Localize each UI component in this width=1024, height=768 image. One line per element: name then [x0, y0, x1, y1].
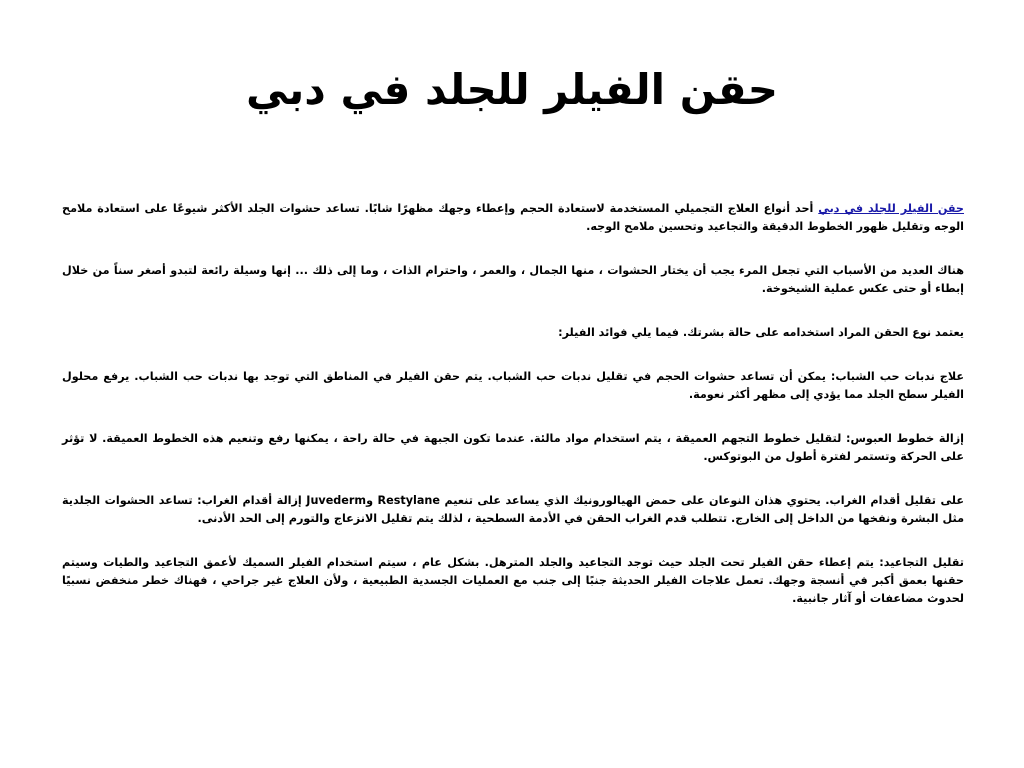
slide-body	[62, 200, 964, 634]
paragraph-acne-scars: علاج ندبات حب الشباب: يمكن أن تساعد حشوات الحجم في تقليل ندبات حب الشباب. يتم حقن الفيلر في المناطق التي توجد بها ندبات حب الشباب. يرفع محلول الفيلر سطح الجلد مما يؤدي إلى مظهر أكثر نعومة.	[62, 370, 964, 401]
page-title: حقن الفيلر للجلد في دبي	[246, 65, 778, 114]
paragraph-intro	[62, 200, 964, 236]
paragraph-intro-text: أحد أنواع العلاج التجميلي المستخدمة لاستعادة الحجم وإعطاء وجهك مظهرًا شابًا. تساعد حشوات الجلد الأكثر شيوعًا على استعادة ملامح الوجه وتقليل ظهور الخطوط الدقيقة والتجاعيد وتحسين ملامح الوجه.	[62, 202, 964, 233]
paragraph-wrinkles: تقليل التجاعيد: يتم إعطاء حقن الفيلر تحت الجلد حيث توجد التجاعيد والجلد المترهل. بشكل عام ، سيتم استخدام الفيلر السميك لأعمق التجاعيد والطيات وسيتم حقنها بعمق أكبر في أنسجة وجهك. تعمل علاجات الفيلر الحديثة جنبًا إلى جنب مع العمليات الجسدية الطبيعية ، ولأن العلاج غير جراحي ، فهناك خطر منخفض نسبيًا لحدوث مضاعفات أو آثار جانبية.	[62, 556, 964, 605]
paragraph-reasons: هناك العديد من الأسباب التي تجعل المرء يجب أن يختار الحشوات ، منها الجمال ، والعمر ، واحترام الذات ، وما إلى ذلك ... إنها وسيلة رائعة لتبدو أصغر سناً من خلال إبطاء أو حتى عكس عملية الشيخوخة.	[62, 264, 964, 295]
paragraph-frown-lines: إزالة خطوط العبوس: لتقليل خطوط التجهم العميقة ، يتم استخدام مواد مالئة. عندما تكون الجبهة في حالة راحة ، يمكنها رفع وتنعيم هذه الخطوط العميقة. لا تؤثر على الحركة وتستمر لفترة أطول من البوتوكس.	[62, 432, 964, 463]
paragraph-benefits-intro: يعتمد نوع الحقن المراد استخدامه على حالة بشرتك. فيما يلي فوائد الفيلر:	[558, 326, 964, 339]
paragraph-crows-feet: على تقليل أقدام الغراب. يحتوي هذان النوعان على حمض الهيالورونيك الذي يساعد على تنعيم Restylane وJuvederm إزالة أقدام الغراب: تساعد الحشوات الجلدية مثل البشرة ونفخها من الداخل إلى الخارج. تتطلب قدم الغراب الحقن في الأدمة السطحية ، لذلك يتم تقليل الانزعاج والتورم إلى الحد الأدنى.	[62, 494, 964, 525]
filler-link[interactable]: حقن الفيلر للجلد في دبي	[818, 202, 964, 215]
